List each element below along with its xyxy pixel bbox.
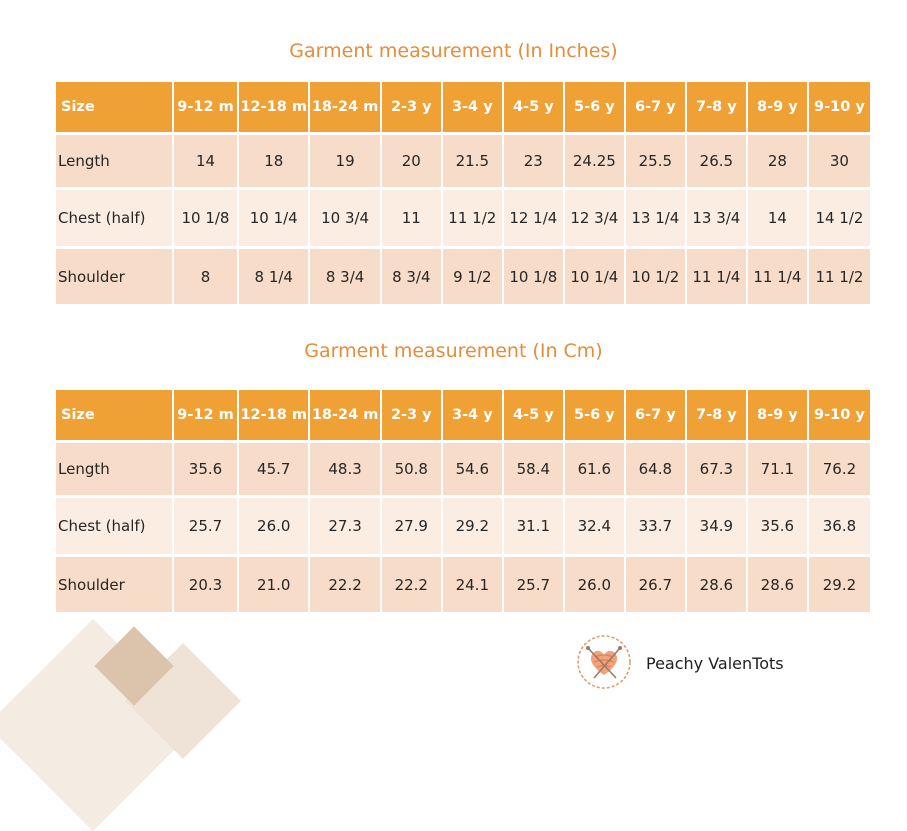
measurement-cell: 64.8 xyxy=(626,443,687,498)
size-header-label: Size xyxy=(56,82,174,135)
measurement-cell: 26.5 xyxy=(687,135,748,190)
table-header-row xyxy=(56,82,870,135)
measurement-cell: 76.2 xyxy=(809,443,870,498)
measurement-cell: 14 xyxy=(174,135,239,190)
measurement-cell: 25.7 xyxy=(504,557,565,615)
measurement-cell: 22.2 xyxy=(310,557,381,615)
measurement-cell: 29.2 xyxy=(809,557,870,615)
measurement-cell: 26.7 xyxy=(626,557,687,615)
table-row xyxy=(56,498,870,557)
measurement-cell: 11 1/4 xyxy=(748,249,809,307)
measurement-cell: 71.1 xyxy=(748,443,809,498)
size-column-header: 9-10 y xyxy=(809,390,870,443)
measurement-cell: 8 xyxy=(174,249,239,307)
row-label: Chest (half) xyxy=(56,190,174,249)
measurement-cell: 28 xyxy=(748,135,809,190)
measurement-cell: 10 1/4 xyxy=(239,190,310,249)
measurement-cell: 34.9 xyxy=(687,498,748,557)
measurement-cell: 67.3 xyxy=(687,443,748,498)
measurement-cell: 19 xyxy=(310,135,381,190)
row-label: Chest (half) xyxy=(56,498,174,557)
measurement-cell: 61.6 xyxy=(565,443,626,498)
measurement-cell: 24.25 xyxy=(565,135,626,190)
measurement-cell: 33.7 xyxy=(626,498,687,557)
row-label: Shoulder xyxy=(56,249,174,307)
measurement-cell: 31.1 xyxy=(504,498,565,557)
table-row xyxy=(56,249,870,307)
measurement-cell: 25.5 xyxy=(626,135,687,190)
measurement-cell: 54.6 xyxy=(443,443,504,498)
measurement-cell: 58.4 xyxy=(504,443,565,498)
inches-measurement-table xyxy=(56,82,870,307)
measurement-cell: 20.3 xyxy=(174,557,239,615)
measurement-cell: 26.0 xyxy=(239,498,310,557)
measurement-cell: 22.2 xyxy=(382,557,443,615)
size-column-header: 8-9 y xyxy=(748,390,809,443)
measurement-cell: 27.3 xyxy=(310,498,381,557)
measurement-cell: 28.6 xyxy=(748,557,809,615)
measurement-cell: 8 1/4 xyxy=(239,249,310,307)
measurement-cell: 26.0 xyxy=(565,557,626,615)
size-column-header: 9-12 m xyxy=(174,82,239,135)
measurement-cell: 25.7 xyxy=(174,498,239,557)
measurement-cell: 13 3/4 xyxy=(687,190,748,249)
cm-measurement-table xyxy=(56,390,870,615)
measurement-cell: 35.6 xyxy=(174,443,239,498)
size-column-header: 6-7 y xyxy=(626,390,687,443)
measurement-cell: 12 3/4 xyxy=(565,190,626,249)
measurement-cell: 11 1/2 xyxy=(443,190,504,249)
size-header-label: Size xyxy=(56,390,174,443)
measurement-cell: 32.4 xyxy=(565,498,626,557)
row-label: Shoulder xyxy=(56,557,174,615)
size-column-header: 6-7 y xyxy=(626,82,687,135)
size-column-header: 4-5 y xyxy=(504,390,565,443)
size-column-header: 12-18 m xyxy=(239,82,310,135)
measurement-cell: 11 1/4 xyxy=(687,249,748,307)
peach-heart-yarn-icon xyxy=(576,634,632,690)
measurement-cell: 30 xyxy=(809,135,870,190)
measurement-cell: 50.8 xyxy=(382,443,443,498)
size-column-header: 12-18 m xyxy=(239,390,310,443)
measurement-cell: 14 1/2 xyxy=(809,190,870,249)
size-column-header: 7-8 y xyxy=(687,82,748,135)
measurement-cell: 10 1/8 xyxy=(504,249,565,307)
size-column-header: 5-6 y xyxy=(565,82,626,135)
measurement-cell: 8 3/4 xyxy=(382,249,443,307)
measurement-cell: 18 xyxy=(239,135,310,190)
size-column-header: 3-4 y xyxy=(443,390,504,443)
size-column-header: 4-5 y xyxy=(504,82,565,135)
brand-name: Peachy ValenTots xyxy=(646,654,784,673)
size-column-header: 9-10 y xyxy=(809,82,870,135)
measurement-cell: 10 3/4 xyxy=(310,190,381,249)
measurement-cell: 10 1/8 xyxy=(174,190,239,249)
measurement-cell: 27.9 xyxy=(382,498,443,557)
table-row xyxy=(56,557,870,615)
measurement-cell: 35.6 xyxy=(748,498,809,557)
measurement-cell: 29.2 xyxy=(443,498,504,557)
measurement-cell: 9 1/2 xyxy=(443,249,504,307)
measurement-cell: 28.6 xyxy=(687,557,748,615)
measurement-cell: 14 xyxy=(748,190,809,249)
inches-table-title: Garment measurement (In Inches) xyxy=(289,40,618,62)
measurement-cell: 10 1/4 xyxy=(565,249,626,307)
size-column-header: 7-8 y xyxy=(687,390,748,443)
size-column-header: 5-6 y xyxy=(565,390,626,443)
measurement-cell: 11 xyxy=(382,190,443,249)
measurement-cell: 20 xyxy=(382,135,443,190)
table-row xyxy=(56,135,870,190)
measurement-cell: 21.5 xyxy=(443,135,504,190)
table-row xyxy=(56,190,870,249)
measurement-cell: 10 1/2 xyxy=(626,249,687,307)
size-column-header: 2-3 y xyxy=(382,390,443,443)
measurement-cell: 11 1/2 xyxy=(809,249,870,307)
table-header-row xyxy=(56,390,870,443)
size-column-header: 18-24 m xyxy=(310,82,381,135)
measurement-cell: 12 1/4 xyxy=(504,190,565,249)
size-column-header: 9-12 m xyxy=(174,390,239,443)
measurement-cell: 13 1/4 xyxy=(626,190,687,249)
measurement-cell: 21.0 xyxy=(239,557,310,615)
measurement-cell: 45.7 xyxy=(239,443,310,498)
table-row xyxy=(56,443,870,498)
size-column-header: 8-9 y xyxy=(748,82,809,135)
measurement-cell: 24.1 xyxy=(443,557,504,615)
measurement-cell: 8 3/4 xyxy=(310,249,381,307)
size-column-header: 3-4 y xyxy=(443,82,504,135)
row-label: Length xyxy=(56,443,174,498)
measurement-cell: 48.3 xyxy=(310,443,381,498)
size-column-header: 2-3 y xyxy=(382,82,443,135)
measurement-cell: 36.8 xyxy=(809,498,870,557)
row-label: Length xyxy=(56,135,174,190)
measurement-cell: 23 xyxy=(504,135,565,190)
cm-table-title: Garment measurement (In Cm) xyxy=(304,340,603,362)
size-column-header: 18-24 m xyxy=(310,390,381,443)
